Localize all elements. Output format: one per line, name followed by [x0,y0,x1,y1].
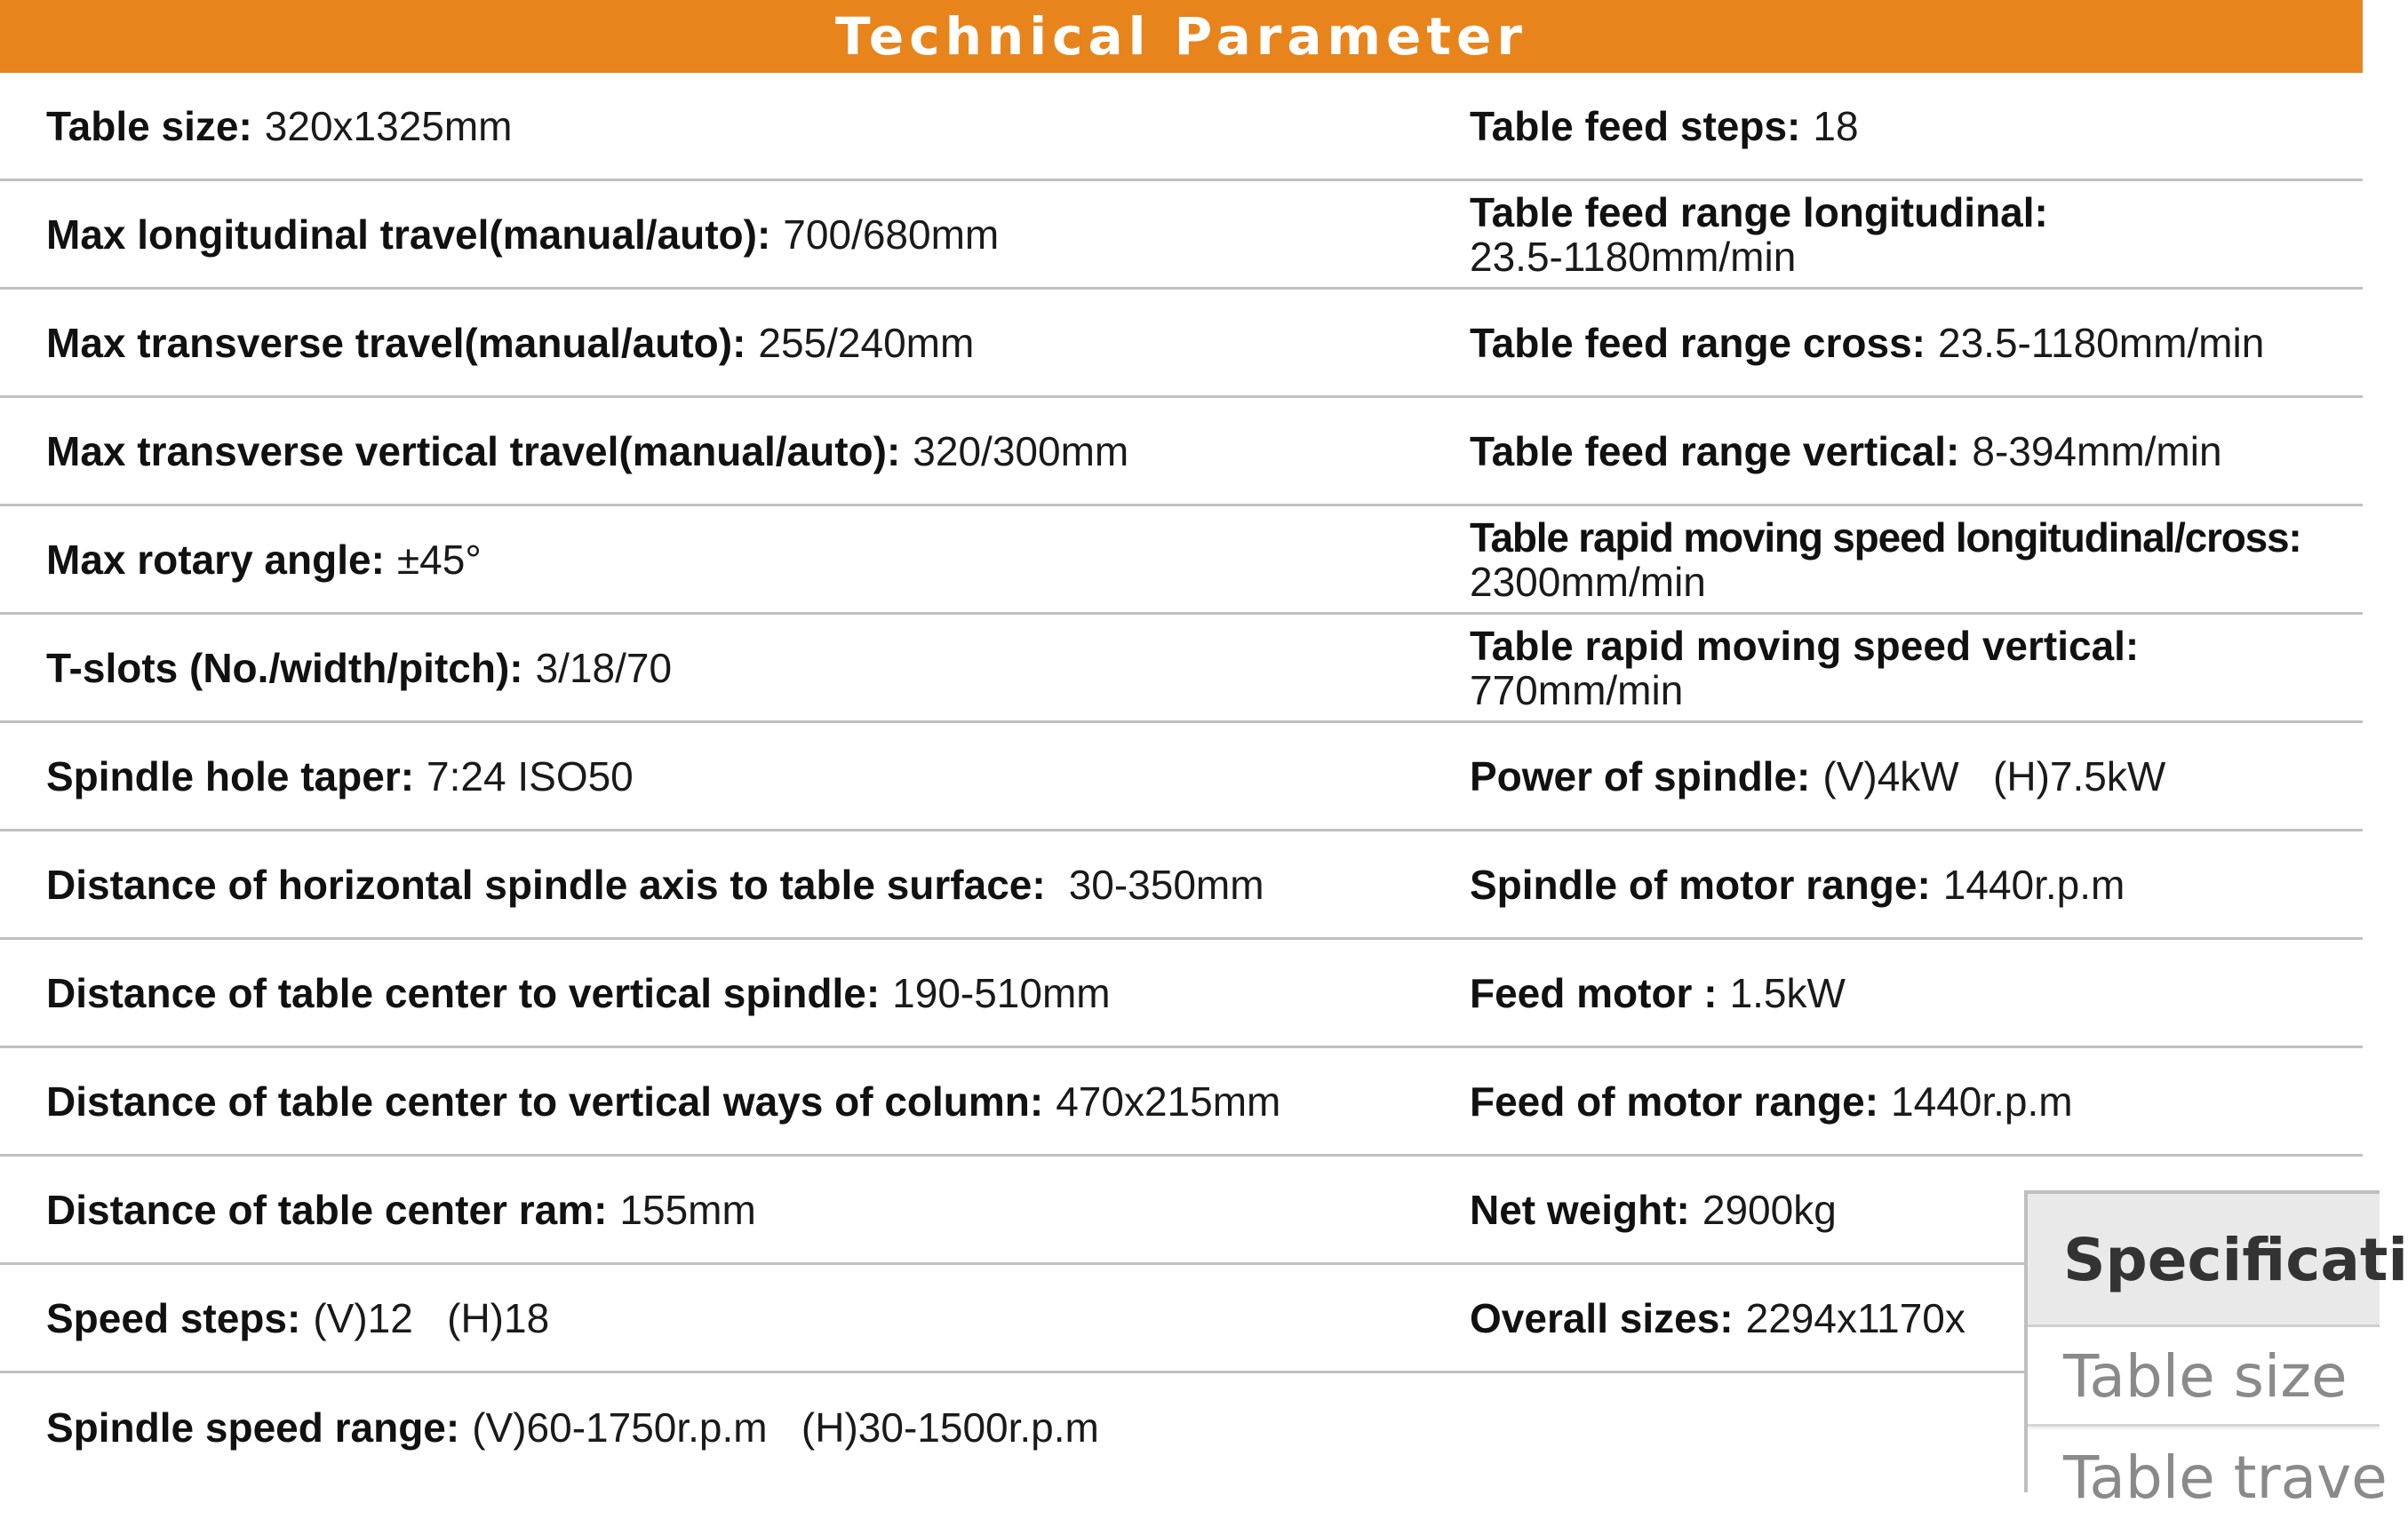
param-value: 3/18/70 [535,644,673,691]
param-label: Max longitudinal travel(manual/auto): [46,211,771,258]
param-cell [46,1373,1432,1482]
param-cell [1470,831,2363,937]
param-cell [46,1048,1432,1154]
table-row [0,1265,2363,1373]
param-label: Distance of horizontal spindle axis to table surface: [46,861,1046,908]
param-cell [46,1265,1432,1371]
header-title: Technical Parameter [835,6,1527,67]
param-value: 320/300mm [913,427,1129,474]
param-value: (V)60-1750r.p.m (H)30-1500r.p.m [472,1404,1099,1451]
param-label: Spindle hole taper: [46,752,415,799]
param-label: Table feed steps: [1470,102,1801,149]
param-value: 700/680mm [783,211,1000,258]
param-label: Power of spindle: [1470,752,1811,799]
param-value: 255/240mm [758,319,975,366]
param-value: 2294x1170x [1745,1294,1965,1341]
param-cell [46,73,1432,179]
table-row [0,615,2363,723]
param-value: 7:24 ISO50 [427,752,634,799]
param-value: 8-394mm/min [1972,427,2222,474]
param-cell [1470,398,2363,504]
parameter-table [0,73,2363,1482]
param-cell [46,723,1432,829]
table-row [0,723,2363,831]
param-value: 1.5kW [1729,969,1846,1016]
param-label: Feed motor : [1470,969,1718,1016]
table-row [0,1157,2363,1265]
param-label: Max transverse travel(manual/auto): [46,319,746,366]
param-cell [1470,1048,2363,1154]
param-cell [1470,723,2363,829]
table-row [0,1373,2363,1482]
param-value: 190-510mm [892,969,1111,1016]
param-label: Table feed range longitudinal: [1470,188,2048,235]
param-value: 23.5-1180mm/min [1470,233,1797,280]
table-row [0,181,2363,290]
param-value: 770mm/min [1470,666,1684,713]
param-cell [46,506,1432,612]
param-cell [1470,181,2363,287]
param-value: 30-350mm [1068,861,1264,908]
param-label: Table rapid moving speed vertical: [1470,622,2140,669]
param-label: Table feed range cross: [1470,319,1926,366]
param-cell [46,831,1432,937]
overlay-header: Specificati [2028,1194,2380,1327]
param-label: Spindle of motor range: [1470,861,1931,908]
param-label: Net weight: [1470,1186,1690,1233]
param-label: Table feed range vertical: [1470,427,1960,474]
param-value: ±45° [396,536,482,583]
param-value: 470x215mm [1056,1078,1281,1125]
param-value: 2900kg [1702,1186,1837,1233]
param-cell [1470,615,2363,720]
param-value: 23.5-1180mm/min [1938,319,2265,366]
table-row [0,940,2363,1048]
table-row [0,506,2363,615]
param-value: (V)12 (H)18 [313,1294,550,1341]
param-label: Speed steps: [46,1294,301,1341]
table-row [0,290,2363,398]
overlay-row: Table size [2028,1327,2380,1427]
param-label: Overall sizes: [1470,1294,1734,1341]
technical-parameter-header [0,0,2363,73]
param-value: 2300mm/min [1470,558,1706,605]
param-cell [46,940,1432,1046]
param-cell [46,181,1432,287]
param-cell [46,615,1432,720]
param-label: Table rapid moving speed longitudinal/cross: [1470,513,2301,561]
param-label: Table size: [46,102,252,149]
overlay-row: Table trave [2028,1429,2380,1500]
param-value: 320x1325mm [264,102,513,149]
param-label: Max rotary angle: [46,536,385,583]
param-label: Distance of table center ram: [46,1186,608,1233]
param-value: 18 [1813,102,1859,149]
table-row [0,831,2363,940]
param-cell [46,290,1432,395]
param-value: 1440r.p.m [1891,1078,2073,1125]
param-label: Distance of table center to vertical spindle: [46,969,881,1016]
param-cell [1470,506,2363,612]
table-row [0,1048,2363,1157]
param-label: Distance of table center to vertical ways of column: [46,1078,1044,1125]
param-cell [1470,290,2363,395]
param-cell [1470,940,2363,1046]
param-label: Max transverse vertical travel(manual/auto): [46,427,901,474]
param-cell [46,1157,1432,1262]
param-cell [46,398,1432,504]
param-value: 1440r.p.m [1942,861,2125,908]
param-value: 155mm [619,1186,756,1233]
specification-overlay-fragment [2024,1190,2408,1512]
param-cell [1470,73,2363,179]
param-label: Spindle speed range: [46,1404,460,1451]
param-value: (V)4kW (H)7.5kW [1822,752,2166,799]
table-row [0,73,2363,181]
param-label: T-slots (No./width/pitch): [46,644,523,691]
table-row [0,398,2363,506]
param-label: Feed of motor range: [1470,1078,1879,1125]
